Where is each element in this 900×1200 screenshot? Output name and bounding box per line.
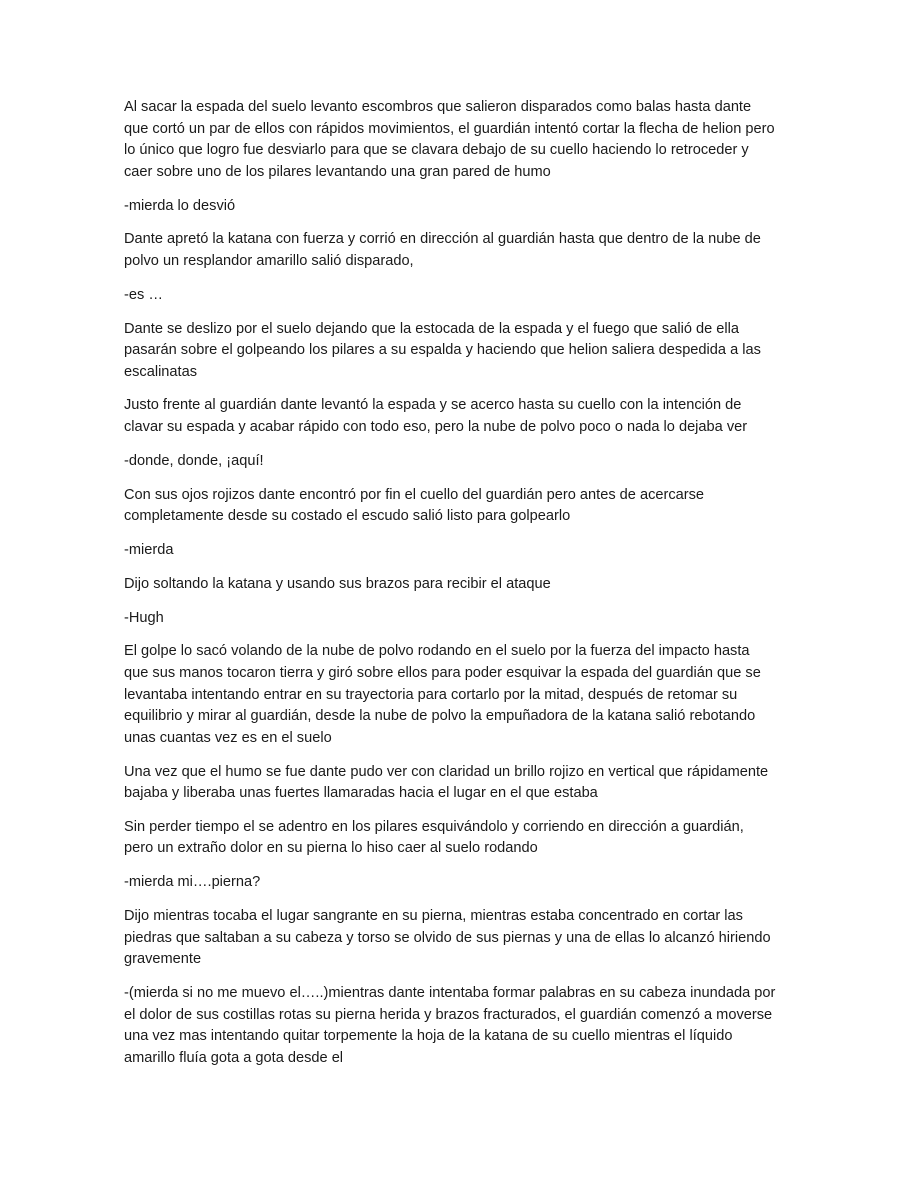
paragraph: Dante apretó la katana con fuerza y corrió en dirección al guardián hasta que dentro de la nube de polvo un resplandor amarillo salió disparado, [124,231,761,269]
paragraph: -Hugh [124,609,164,626]
document-body [124,97,776,1082]
paragraph: -mierda lo desvió [124,197,236,214]
paragraph: -mierda mi….pierna? [124,874,261,891]
paragraph: Dijo soltando la katana y usando sus brazos para recibir el ataque [124,575,551,592]
paragraph: Con sus ojos rojizos dante encontró por fin el cuello del guardián pero antes de acercarse completamente desde su costado el escudo salió listo para golpearlo [124,486,705,525]
paragraph: Al sacar la espada del suelo levanto escombros que salieron disparados como balas hasta dante que cortó un par de ellos con rápidos movimientos, el guardián intentó cortar la flecha de helion pero lo único que logro fue desviarlo para que se clavara debajo de su cuello haciendo lo retroceder y caer sobre uno de los pilares levantando una gran pared de humo [124,99,775,180]
paragraph: -(mierda si no me muevo el…..)mientras dante intentaba formar palabras en su cabeza inundada por el dolor de sus costillas rotas su pierna herida y brazos fracturados, el guardián comenzó a moverse una vez mas intentando quitar torpemente la hoja de la katana de su cuello mientras el líquido amarillo fluía gota a gota desde el [124,985,776,1066]
paragraph: Justo frente al guardián dante levantó la espada y se acerco hasta su cuello con la intención de clavar su espada y acabar rápido con todo eso, pero la nube de polvo poco o nada lo dejaba ver [124,397,748,436]
paragraph: Dante se deslizo por el suelo dejando que la estocada de la espada y el fuego que salió de ella pasarán sobre el golpeando los pilares a su espalda y haciendo que helion saliera despedida a las escalinatas [124,320,761,380]
paragraph: -donde, donde, ¡aquí! [124,452,264,469]
paragraph: -mierda [124,542,174,558]
paragraph: Una vez que el humo se fue dante pudo ver con claridad un brillo rojizo en vertical que rápidamente bajaba y liberaba unas fuertes llamaradas hacia el lugar en el que estaba [124,763,769,802]
paragraph: El golpe lo sacó volando de la nube de polvo rodando en el suelo por la fuerza del impacto hasta que sus manos tocaron tierra y giró sobre ellos para poder esquivar la espada del guardián que se levantaba intentando entrar en su trayectoria para cortarlo por la mitad, después de retomar su equilibrio y mirar al guardián, desde la nube de polvo la empuñadora de la katana salió rebotando unas cuantas vez es en el suelo [124,643,761,746]
paragraph: -es … [124,286,163,303]
paragraph: Dijo mientras tocaba el lugar sangrante en su pierna, mientras estaba concentrado en cortar las piedras que saltaban a su cabeza y torso se olvido de sus piernas y una de ellas lo alcanzó hiriendo gravemente [124,908,771,968]
paragraph: Sin perder tiempo el se adentro en los pilares esquivándolo y corriendo en dirección a guardián, pero un extraño dolor en su pierna lo hiso caer al suelo rodando [124,818,744,857]
